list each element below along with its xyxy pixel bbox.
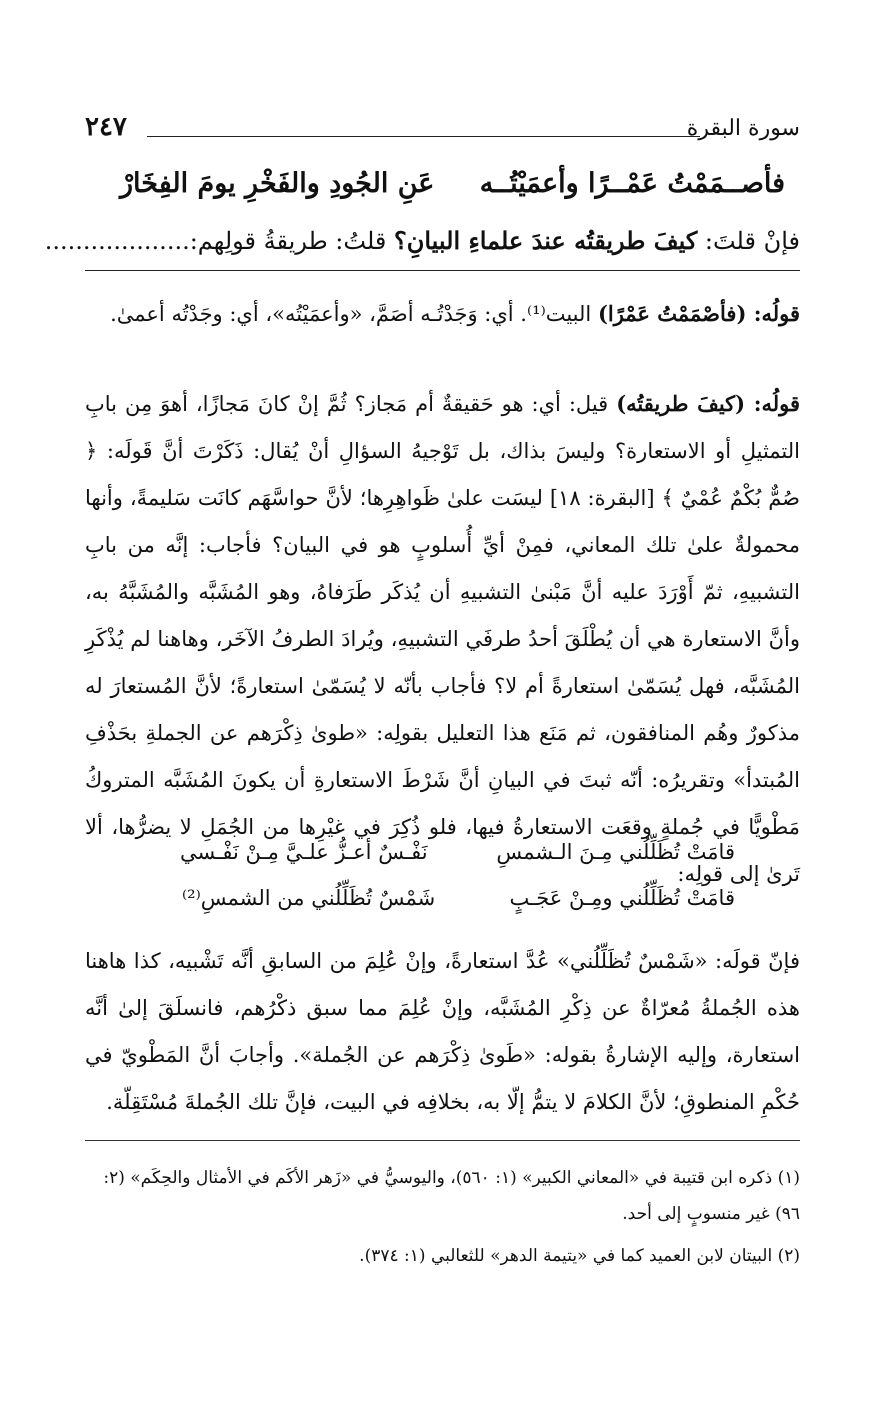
para-2-text: قيل: أي: هو حَقيقةٌ أم مَجاز؟ ثُمَّ إنْ كانَ مَجازًا، أهوَ مِن بابِ التمثيلِ أو الاستعارة؟ وليسَ بذاك، بل تَوْجيهُ السؤالِ أنْ يُقال: ذَكَرْتَ أنَّ قَولَه: ﴿ صُمٌّ بُكْمٌ عُمْيٌ ﴾ [البقرة: ١٨] ليسَت علىٰ ظَواهِرِها؛ لأنَّ حواسَّهَم كانَت سَليمةً، وأنها محمولةٌ علىٰ تلك المعاني، فمِنْ أيِّ أُسلوبٍ هو في البيان؟ فأجاب: إنَّه من بابِ التشبيهِ، ثمّ أَوْرَدَ عليه أنَّ مَبْنىٰ التشبيهِ أن يُذكَر طَرَفاهُ، وهو المُشَبَّه والمُشَبَّهُ به، وأنَّ الاستعارة هي أن يُطْلَقَ أحدُ طرفَي التشبيهِ، ويُرادَ الطرفُ الآخَر، وهاهنا لم يُذْكَرِ المُشَبَّه، فهل يُسَمّىٰ استعارةً أم لا؟ فأجاب بأنّه لا يُسَمّىٰ استعارةً؛ لأنَّ المُستعارَ له مذكورٌ وهُم المنافقون، ثم مَنَع هذا التعليل بقولِه: «طوىٰ ذِكْرَهم عن الجملةِ بحَذْفِ المُبتدأ» وتقريرُه: أنّه ثبتَ في البيانِ أنَّ شَرْطَ الاستعارةِ أن يكونَ المُشَبَّه المتروكُ مَطْويًّا في جُملةٍ وقعَت الاستعارةُ فيها، فلو ذُكِرَ في غيْرِها من الجُمَلِ لا يضرُّها، ألا تَرىٰ إلى قولِه:: [85, 392, 801, 886]
running-head: [85, 112, 800, 152]
lemma-2: قولُه: (كيفَ طريقتُه): [616, 391, 800, 416]
chapter-title: سورة البقرة: [686, 116, 800, 141]
question-lead: فإنْ قلتَ:: [697, 227, 800, 255]
matn-verse-second-hemistich: عَنِ الجُودِ والفَخْرِ يومَ الفِخَارْ: [120, 168, 435, 199]
commentary-paragraph-3: فإنّ قولَه: «شَمْسٌ تُظَلِّلُني» عُدَّ استعارةً، وإنْ عُلِمَ من السابقِ أنَّه تَشْبيه، كذا هاهنا هذه الجُملةُ مُعرّاةٌ عن ذِكْرِ المُشَبَّه، وإنْ عُلِمَ مما سبق ذكْرُهم، فانسلَقَ إلىٰ أنَّه استعارة، وإليه الإشارةُ بقوله: «طَوىٰ ذِكْرَهم عن الجُملة». وأجابَ أنَّ المَطْويّ في حُكْمِ المنطوقِ؛ لأنَّ الكلامَ لا يتمُّ إلّا به، بخلافِه في البيت، فإنَّ تلك الجُملةَ مُسْتَقِلّة.: [85, 949, 800, 1114]
poem-line-1-second: نَفْـسٌ أعـزُّ علـيَّ مِـنْ نَفْـسي: [180, 840, 428, 864]
question-rest: قلتُ: طريقةُ قولِهم:...................: [44, 227, 394, 255]
matn-verse-first-hemistich: فأصــمَمْتُ عَمْــرًا وأعمَيْتُــه: [479, 168, 785, 199]
matn-question: [44, 226, 800, 255]
para-1-text: البيت⁽¹⁾. أي: وَجَدْتُـه أصَمَّ، «وأعمَيْتُه»، أي: وجَدْتُه أعمىٰ.: [110, 302, 598, 326]
header-rule: [147, 136, 700, 137]
question-bold: كيفَ طريقتُه عندَ علماءِ البيانِ؟: [394, 226, 698, 255]
poem-line-1-first: قامَتْ تُظَلِّلُني مِـنَ الـشمسِ: [496, 840, 735, 864]
lemma-1: قولُه: (فأصْمَمْتُ عَمْرًا): [597, 301, 800, 326]
commentary-paragraph-2: [85, 380, 800, 898]
footnote-1: (١) ذكره ابن قتيبة في «المعاني الكبير» (١: ٥٦٠)، واليوسيُّ في «زَهر الأكَم في الأمثال والحِكَم» (٢: ٩٦) غير منسوبٍ إلى أحد.: [103, 1168, 800, 1224]
footnote-2: (٢) البيتان لابن العميد كما في «يتيمة الدهر» للثعالبي (١: ٣٧٤).: [359, 1246, 800, 1266]
commentary-paragraph-1: [85, 290, 800, 338]
main-divider: [85, 270, 800, 271]
page-number: ٢٤٧: [85, 112, 127, 142]
poem-line-2-second: شَمْسٌ تُظَلِّلُني من الشمسِ⁽²⁾: [182, 886, 436, 910]
footnote-divider: [85, 1140, 800, 1141]
poem-line-2-first: قامَتْ تُظَلِّلُني ومِـنْ عَجَـبٍ: [509, 886, 735, 910]
